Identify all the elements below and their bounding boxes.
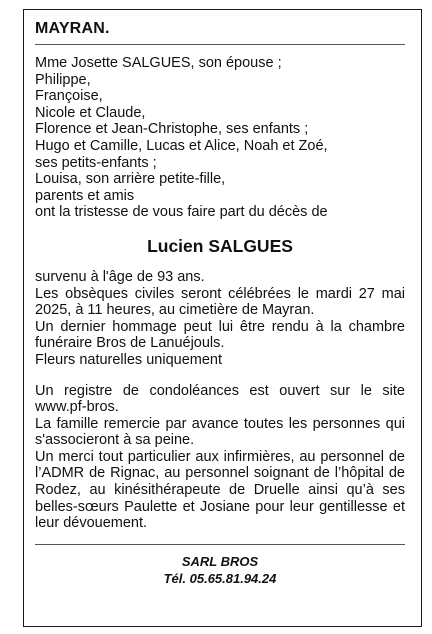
acknowledgements-block <box>35 383 405 532</box>
announcer-line: Louisa, son arrière petite-fille, <box>35 171 226 188</box>
detail-tribute: Un dernier hommage peut lui être rendu à la chambre funéraire Bros de Lanuéjouls. <box>35 318 405 352</box>
announcer-line: Françoise, <box>35 88 103 105</box>
announcer-line: Florence et Jean-Christophe, ses enfants ; <box>35 121 309 138</box>
details-block <box>35 269 405 369</box>
announcer-line: Philippe, <box>35 71 91 88</box>
detail-age: survenu à l'âge de 93 ans. <box>35 268 205 285</box>
paragraph-gap <box>35 369 405 383</box>
announcer-line: ses petits-enfants ; <box>35 154 157 171</box>
signature-divider <box>35 544 405 545</box>
deceased-name: Lucien SALGUES <box>147 235 293 256</box>
special-thanks-text: Un merci tout particulier aux infirmières, au personnel de l’ADMR de Rignac, au personnel soignant de l’hôpital de Rodez, au kinésithérapeute de Druelle ainsi qu’à ses belles-sœurs Paulette et Josiane pour leur gentillesse et leur dévouement. <box>35 448 405 532</box>
announcer-line: Mme Josette SALGUES, son épouse ; <box>35 55 282 71</box>
company-name: SARL BROS <box>181 553 259 569</box>
announcer-line: Hugo et Camille, Lucas et Alice, Noah et Zoé, <box>35 137 328 154</box>
announcer-line: ont la tristesse de vous faire part du décès de <box>35 204 328 221</box>
announcer-line: Nicole et Claude, <box>35 104 146 121</box>
notice-title: MAYRAN. <box>35 20 110 37</box>
obituary-notice <box>35 18 405 587</box>
funeral-home-signature <box>35 553 405 587</box>
announcer-line: parents et amis <box>35 187 135 204</box>
announcers-list <box>35 55 405 221</box>
registry-text: Un registre de condoléances est ouvert sur le site www.pf-bros. <box>35 382 405 416</box>
company-phone: Tél. 05.65.81.94.24 <box>163 570 277 586</box>
thanks-text: La famille remercie par avance toutes les personnes qui s'associeront à sa peine. <box>35 415 405 449</box>
detail-flowers: Fleurs naturelles uniquement <box>35 351 222 368</box>
title-divider <box>35 44 405 45</box>
detail-funeral: Les obsèques civiles seront célébrées le mardi 27 mai 2025, à 11 heures, au cimetière de Mayran. <box>35 285 405 319</box>
